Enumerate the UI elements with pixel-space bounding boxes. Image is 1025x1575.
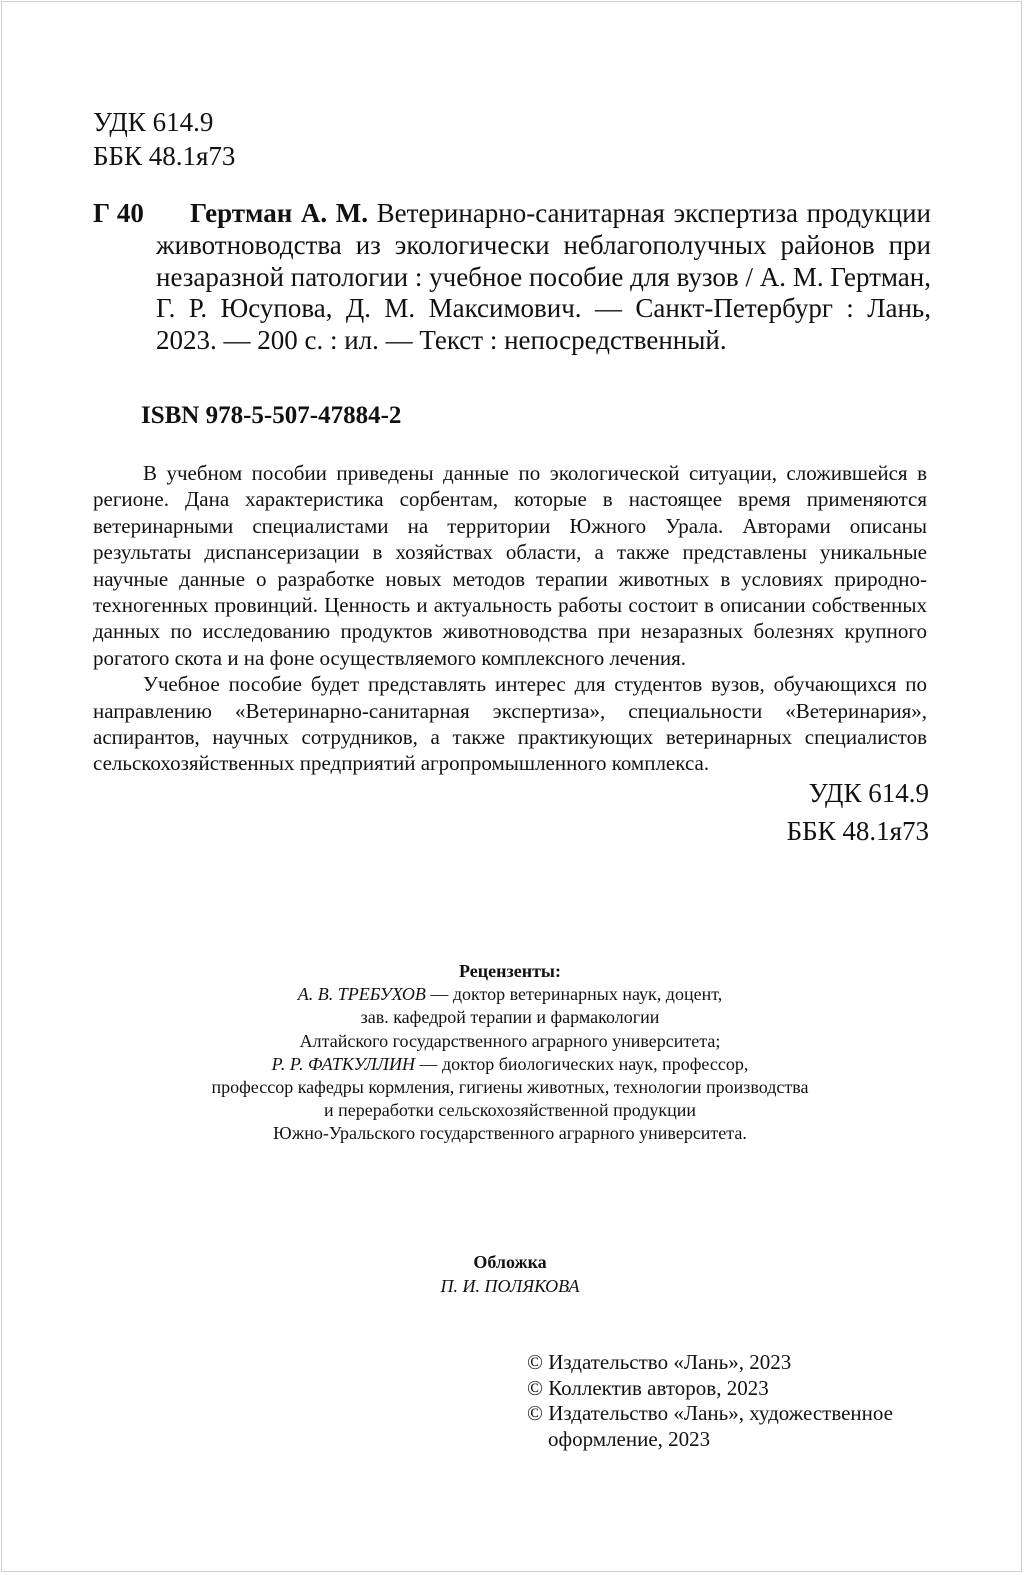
bbk-code-right: ББК 48.1я73 (786, 816, 929, 846)
reviewer-1-line-1: А. В. ТРЕБУХОВ — доктор ветеринарных наук, доцент, (297, 984, 723, 1005)
author-name: Гертман А. М. (190, 198, 369, 228)
isbn: ISBN 978-5-507-47884-2 (141, 402, 402, 429)
abstract-paragraph-2: Учебное пособие будет представлять интерес для студентов вузов, обучающихся по направлению «Ветеринарно-санитарная экспертиза», специальности «Ветеринария», аспирантов, научных сотрудников, а также практикующих ветеринарных специалистов сельскохозяйственных предприятий агропромышленного комплекса. (93, 672, 927, 776)
copyright-design-cont: оформление, 2023 (548, 1426, 711, 1451)
catalog-entry (93, 198, 931, 357)
reviewer-1-name: А. В. ТРЕБУХОВ (297, 984, 426, 1005)
udk-code-right: УДК 614.9 (808, 778, 929, 808)
abstract (93, 460, 927, 777)
reviewer-2-name: Р. Р. ФАТКУЛЛИН (271, 1053, 415, 1074)
cover-credit (93, 1250, 927, 1298)
copyright-design: © Издательство «Лань», художественное (527, 1401, 893, 1425)
author-mark: Г 40 (93, 198, 144, 228)
copyright-block (527, 1350, 893, 1452)
bbk-code: ББК 48.1я73 (93, 141, 236, 171)
reviewers-heading: Рецензенты: (459, 961, 561, 981)
reviewer-2-line-4: Южно-Уральского государственного аграрного университета. (273, 1123, 747, 1144)
reviewers (93, 960, 927, 1146)
reviewer-2-line-2: профессор кафедры кормления, гигиены животных, технологии производства (211, 1077, 809, 1098)
bibliographic-description (156, 198, 931, 357)
abstract-paragraph-1: В учебном пособии приведены данные по экологической ситуации, сложившейся в регионе. Дана характеристика сорбентам, которые в настоящее время применяются ветеринарными специалистами на территории Южного Урала. Авторами описаны результаты диспансеризации в хозяйствах области, а также представлены уникальные научные данные о разработке новых методов терапии животных в условиях природно-техногенных провинций. Ценность и актуальность работы состоит в описании собственных данных по исследованию продуктов животноводства при незаразных болезнях крупного рогатого скота и на фоне осуществляемого комплексного лечения. (93, 461, 927, 670)
reviewer-1-line-3: Алтайского государственного аграрного университета; (299, 1030, 721, 1051)
reviewer-2-line-3: и переработки сельскохозяйственной продукции (323, 1100, 697, 1121)
copyright-publisher: © Издательство «Лань», 2023 (527, 1350, 792, 1374)
reviewer-2-line-1: Р. Р. ФАТКУЛЛИН — доктор биологических наук, профессор, (271, 1053, 749, 1074)
cover-designer: П. И. ПОЛЯКОВА (440, 1276, 580, 1296)
classification-bottom (787, 774, 929, 850)
udk-code: УДК 614.9 (93, 107, 214, 137)
classification-top (93, 105, 235, 173)
cover-heading: Обложка (473, 1252, 547, 1272)
description-text: Ветеринарно-санитарная экспертиза продукции животноводства из экологически неблагополучных районов при незаразной патологии : учебное пособие для вузов / А. М. Гертман, Г. Р. Юсупова, Д. М. Максимович. — Санкт-Петербург : Лань, 2023. — 200 с. : ил. — Текст : непосредственный. (156, 198, 931, 356)
reviewer-1-line-2: зав. кафедрой терапии и фармакологии (360, 1007, 660, 1028)
copyright-authors: © Коллектив авторов, 2023 (527, 1375, 769, 1400)
